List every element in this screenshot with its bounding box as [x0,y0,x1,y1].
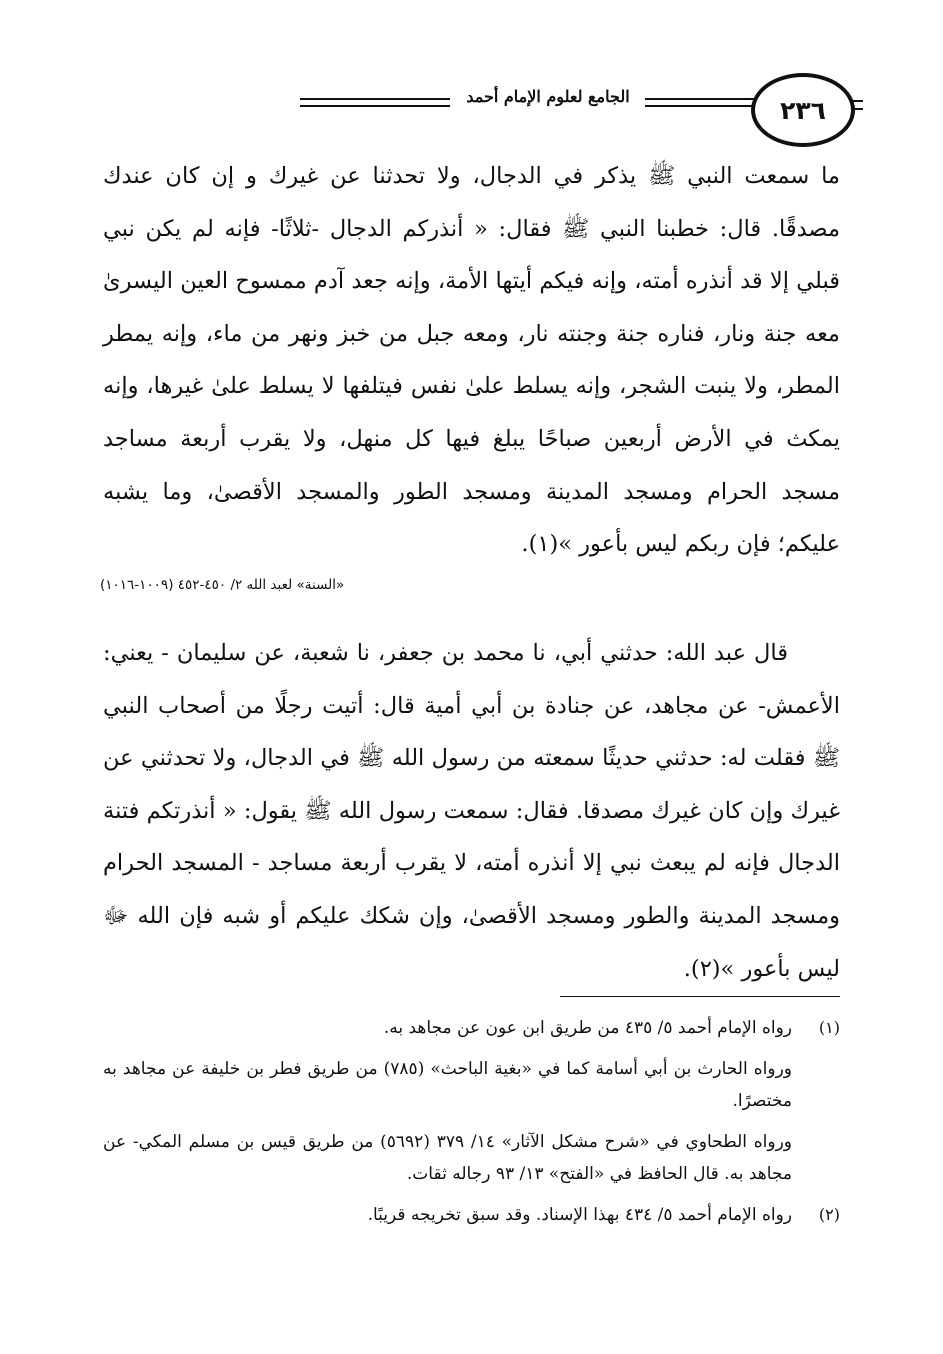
footnote-number: (١) [818,1018,840,1037]
page-number: ٢٣٦ [751,73,855,147]
footnote-text: رواه الإمام أحمد ٥/ ٤٣٤ بهذا الإسناد. وقد سبق تخريجه قريبًا. [367,1205,792,1225]
header-rule [300,98,450,107]
header-rule [645,98,755,107]
running-header [105,70,855,150]
footnote-text: ورواه الحارث بن أبي أسامة كما في «بغية الباحث» (٧٨٥) من طريق فطر بن خليفة عن مجاهد به مختصرًا. [103,1059,792,1111]
footnote-separator [560,996,840,997]
header-rule [853,100,863,110]
footnote-text: رواه الإمام أحمد ٥/ ٤٣٥ من طريق ابن عون عن مجاهد به. [383,1018,792,1038]
footnote [103,1012,840,1044]
footnote-number: (٢) [818,1205,840,1224]
footnotes [103,1012,840,1240]
footnote-text: ورواه الطحاوي في «شرح مشكل الآثار» ١٤/ ٣٧٩ (٥٦٩٢) من طريق قيس بن مسلم المكي- عن مجاهد به. قال الحافظ في «الفتح» ١٣/ ٩٣ رجاله ثقات. [103,1132,793,1184]
running-title: الجامع لعلوم الإمام أحمد [466,87,630,106]
body-paragraph: قال عبد الله: حدثني أبي، نا محمد بن جعفر، نا شعبة، عن سليمان - يعني: الأعمش- عن مجاهد، عن جنادة بن أبي أمية قال: أتيت رجلًا من أصحاب النبي ﷺ فقلت له: حدثني حديثًا سمعته من رسول الله ﷺ في الدجال، ولا تحدثني عن غيرك وإن كان غيرك مصدقا. فقال: سمعت رسول الله ﷺ يقول: « أنذرتكم فتنة الدجال فإنه لم يبعث نبي إلا أنذره أمته، لا يقرب أربعة مساجد - المسجد الحرام ومسجد المدينة والطور ومسجد الأقصىٰ، وإن شكك عليكم أو شبه فإن الله ﷻ ليس بأعور »(٢). [103,640,840,982]
footnote [103,1199,840,1231]
body-paragraph: ما سمعت النبي ﷺ يذكر في الدجال، ولا تحدثنا عن غيرك و إن كان عندك مصدقًا. قال: خطبنا النبي ﷺ فقال: « أنذركم الدجال -ثلاثًا- فإنه لم يكن نبي قبلي إلا قد أنذره أمته، وإنه فيكم أيتها الأمة، وإنه جعد آدم ممسوح العين اليسرىٰ معه جنة ونار، فناره جنة وجنته نار، ومعه جبل من خبز ونهر من ماء، وإنه يمطر المطر، ولا ينبت الشجر، وإنه يسلط علىٰ نفس فيتلفها لا يسلط علىٰ غيرها، وإنه يمكث في الأرض أربعين صباحًا يبلغ فيها كل منهل، ولا يقرب أربعة مساجد مسجد الحرام ومسجد المدينة ومسجد الطور والمسجد الأقصىٰ، وما يشبه عليكم؛ فإن ربكم ليس بأعور »(١). [103,163,840,558]
source-citation: «السنة» لعبد الله ٢/ ٤٥٠-٤٥٢ (١٠٠٩-١٠١٦) [100,577,345,593]
